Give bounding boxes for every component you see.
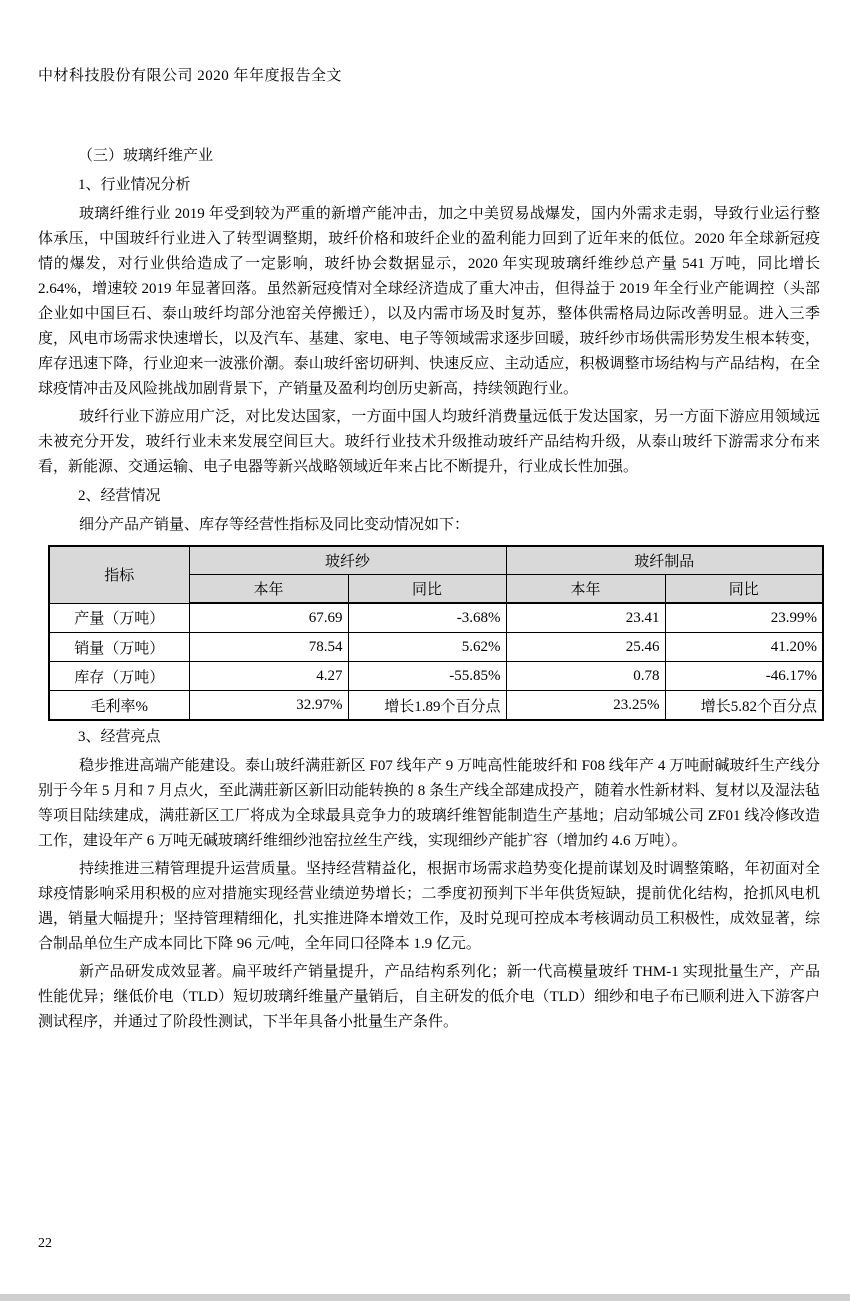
cell-yarn-yoy: -55.85% xyxy=(348,662,506,691)
table-header-group-yarn: 玻纤纱 xyxy=(189,546,506,575)
row-indicator: 产量（万吨） xyxy=(49,603,189,633)
heading-highlights: 3、经营亮点 xyxy=(78,729,161,745)
cell-yarn-yoy: 增长1.89个百分点 xyxy=(348,691,506,721)
page-bottom-edge xyxy=(0,1294,850,1301)
cell-products-yoy: 23.99% xyxy=(665,603,823,633)
row-indicator: 销量（万吨） xyxy=(49,633,189,662)
page-content xyxy=(38,140,820,1038)
table-row-production xyxy=(49,603,823,633)
cell-products-current: 0.78 xyxy=(506,662,665,691)
cell-yarn-current: 78.54 xyxy=(189,633,348,662)
cell-yarn-current: 4.27 xyxy=(189,662,348,691)
cell-products-current: 23.25% xyxy=(506,691,665,721)
cell-products-yoy: 41.20% xyxy=(665,633,823,662)
table-header-indicator: 指标 xyxy=(49,546,189,603)
cell-yarn-current: 67.69 xyxy=(189,603,348,633)
table-header-products-yoy: 同比 xyxy=(665,575,823,604)
row-indicator: 库存（万吨） xyxy=(49,662,189,691)
cell-products-yoy: 增长5.82个百分点 xyxy=(665,691,823,721)
document-header: 中材科技股份有限公司 2020 年年度报告全文 xyxy=(38,68,343,84)
table-header-row-groups xyxy=(49,546,823,575)
cell-yarn-yoy: 5.62% xyxy=(348,633,506,662)
cell-products-current: 25.46 xyxy=(506,633,665,662)
paragraph-highlight-management: 持续推进三精管理提升运营质量。坚持经营精益化，根据市场需求趋势变化提前谋划及时调整策略，年初面对全球疫情影响采用积极的应对措施实现经营业绩逆势增长；二季度初预判下半年供货短缺，提前优化结构，抢抓风电机遇，销量大幅提升；坚持管理精细化，扎实推进降本增效工作，及时兑现可控成本考核调动员工积极性，成效显著，综合制品单位生产成本同比下降 96 元/吨，全年同口径降本 1.9 亿元。 xyxy=(38,861,820,952)
table-header-group-products: 玻纤制品 xyxy=(506,546,823,575)
table-row-inventory xyxy=(49,662,823,691)
table-row-sales xyxy=(49,633,823,662)
table-row-gross-margin xyxy=(49,691,823,721)
page-number: 22 xyxy=(38,1236,52,1251)
paragraph-highlight-capacity: 稳步推进高端产能建设。泰山玻纤满莊新区 F07 线年产 9 万吨高性能玻纤和 F08 线年产 4 万吨耐碱玻纤生产线分别于今年 5 月和 7 月点火，至此满莊新区新旧动能转换的 8 条生产线全部建成投产，随着水性新材料、复材以及湿法毡等项目陆续建成，满莊新区工厂将成为全球最具竞争力的玻璃纤维智能制造生产基地；启动邹城公司 ZF01 线冷修改造工作，建设年产 6 万吨无碱玻璃纤维细纱池窑拉丝生产线，实现细纱产能扩容（增加约 4.6 万吨）。 xyxy=(38,758,820,849)
paragraph-industry-2: 玻纤行业下游应用广泛，对比发达国家，一方面中国人均玻纤消费量远低于发达国家，另一方面下游应用领域远未被充分开发，玻纤行业未来发展空间巨大。玻纤行业技术升级推动玻纤产品结构升级，从泰山玻纤下游需求分布来看，新能源、交通运输、电子电器等新兴战略领域近年来占比不断提升，行业成长性加强。 xyxy=(38,409,820,475)
cell-yarn-current: 32.97% xyxy=(189,691,348,721)
row-indicator: 毛利率% xyxy=(49,691,189,721)
paragraph-highlight-rnd: 新产品研发成效显著。扁平玻纤产销量提升，产品结构系列化；新一代高模量玻纤 THM-1 实现批量生产，产品性能优异；继低价电（TLD）短切玻璃纤维量产量销后，自主研发的低介电（TLD）细纱和电子布已顺利进入下游客户测试程序，并通过了阶段性测试，下半年具备小批量生产条件。 xyxy=(38,964,820,1030)
paragraph-operation-intro: 细分产品产销量、库存等经营性指标及同比变动情况如下： xyxy=(79,517,470,533)
cell-products-yoy: -46.17% xyxy=(665,662,823,691)
section-title: （三）玻璃纤维产业 xyxy=(78,148,214,164)
heading-operation: 2、经营情况 xyxy=(78,488,161,504)
table-header-yarn-current: 本年 xyxy=(189,575,348,604)
paragraph-industry-1: 玻璃纤维行业 2019 年受到较为严重的新增产能冲击，加之中美贸易战爆发，国内外需求走弱，导致行业运行整体承压，中国玻纤行业进入了转型调整期，玻纤价格和玻纤企业的盈利能力回到了近年来的低位。2020 年全球新冠疫情的爆发，对行业供给造成了一定影响，玻纤协会数据显示，2020 年实现玻璃纤维纱总产量 541 万吨，同比增长 2.64%，增速较 2019 年显著回落。虽然新冠疫情对全球经济造成了重大冲击，但得益于 2019 年全行业产能调控（头部企业如中国巨石、泰山玻纤均部分池窑关停搬迁），以及内需市场及时复苏，整体供需格局边际改善明显。进入三季度，风电市场需求快速增长，以及汽车、基建、家电、电子等领域需求逐步回暖，玻纤纱市场供需形势发生根本转变，库存迅速下降，行业迎来一波涨价潮。泰山玻纤密切研判、快速反应、主动适应，积极调整市场结构与产品结构，在全球疫情冲击及风险挑战加剧背景下，产销量及盈利均创历史新高，持续领跑行业。 xyxy=(38,206,820,397)
cell-products-current: 23.41 xyxy=(506,603,665,633)
cell-yarn-yoy: -3.68% xyxy=(348,603,506,633)
operating-metrics-table xyxy=(48,545,824,721)
heading-industry-analysis: 1、行业情况分析 xyxy=(78,177,191,193)
table-header-products-current: 本年 xyxy=(506,575,665,604)
table-header-yarn-yoy: 同比 xyxy=(348,575,506,604)
